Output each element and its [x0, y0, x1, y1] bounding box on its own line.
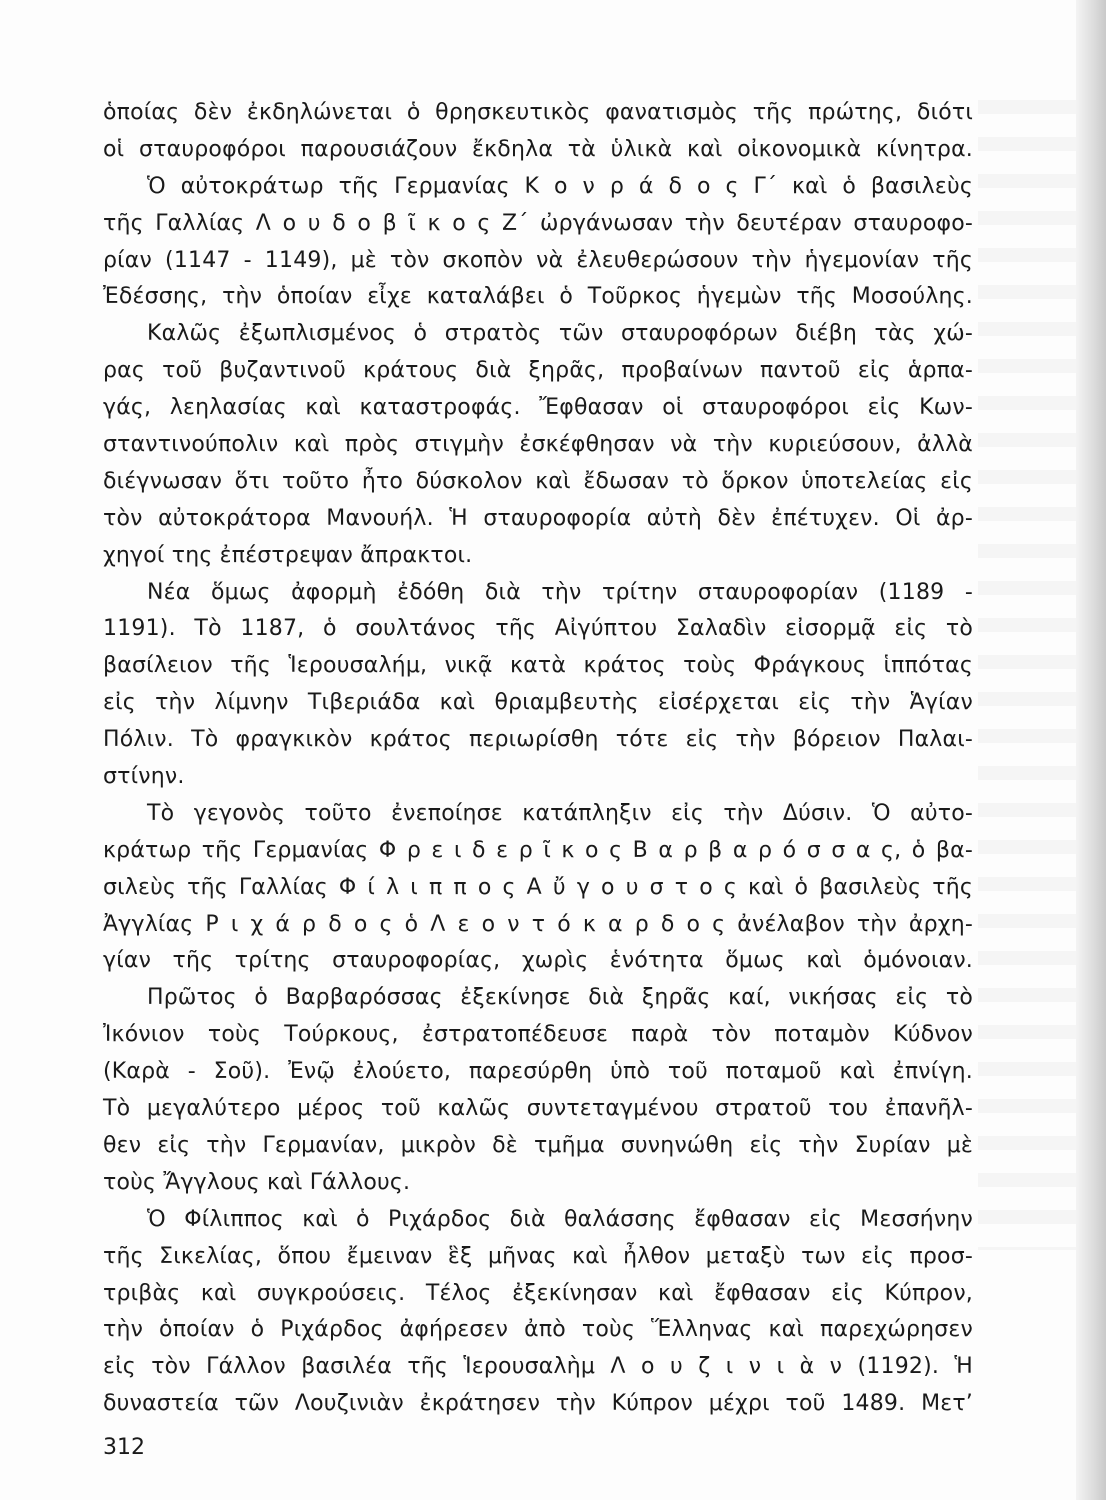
- text-line: Ὁ αὐτοκράτωρ τῆς Γερμανίας Κ ο ν ρ ά δ ο ς Γ΄ καὶ ὁ βασιλεὺς: [147, 173, 973, 199]
- text-line: εἰς τὸν Γάλλον βασιλέα τῆς Ἱερουσαλὴμ Λ ο υ ζ ι ν ι ὰ ν (1192). Ἡ: [103, 1354, 973, 1380]
- text-line: 1191). Τὸ 1187, ὁ σουλτάνος τῆς Αἰγύπτου Σαλαδὶν εἰσορμᾷ εἰς τὸ: [103, 616, 973, 642]
- text-line: σιλεὺς τῆς Γαλλίας Φ ί λ ι π π ο ς Α ὔ γ ο υ σ τ ο ς καὶ ὁ βασιλεὺς τῆς: [103, 874, 973, 900]
- body-text: [103, 95, 973, 1423]
- paragraph-1: [103, 95, 973, 169]
- text-line: κράτωρ τῆς Γερμανίας Φ ρ ε ι δ ε ρ ῖ κ ο ς Β α ρ β α ρ ό σ σ α ς, ὁ βα-: [103, 837, 973, 863]
- text-line: Ὁ Φίλιππος καὶ ὁ Ριχάρδος διὰ θαλάσσης ἔφθασαν εἰς Μεσσήνην: [147, 1206, 973, 1232]
- text-line: τριβὰς καὶ συγκρούσεις. Τέλος ἐξεκίνησαν καὶ ἔφθασαν εἰς Κύπρον,: [103, 1280, 973, 1306]
- text-line: τῆς Σικελίας, ὅπου ἔμειναν ἓξ μῆνας καὶ ἦλθον μεταξὺ των εἰς προσ-: [103, 1243, 973, 1269]
- text-line: Πόλιν. Τὸ φραγκικὸν κράτος περιωρίσθη τότε εἰς τὴν βόρειον Παλαι-: [103, 727, 973, 753]
- text-line: ρίαν (1147 - 1149), μὲ τὸν σκοπὸν νὰ ἐλευθερώσουν τὴν ἡγεμονίαν τῆς: [103, 247, 973, 273]
- show-through-text: [978, 100, 1088, 1250]
- text-line: εἰς τὴν λίμνην Τιβεριάδα καὶ θριαμβευτὴς εἰσέρχεται εἰς τὴν Ἁγίαν: [103, 690, 973, 716]
- text-line: θεν εἰς τὴν Γερμανίαν, μικρὸν δὲ τμῆμα συνηνώθη εἰς τὴν Συρίαν μὲ: [103, 1132, 973, 1158]
- text-line: δυναστεία τῶν Λουζινιὰν ἐκράτησεν τὴν Κύπρον μέχρι τοῦ 1489. Μετ’: [103, 1391, 973, 1417]
- text-line: Καλῶς ἐξωπλισμένος ὁ στρατὸς τῶν σταυροφόρων διέβη τὰς χώ-: [147, 321, 973, 347]
- text-line: Τὸ γεγονὸς τοῦτο ἐνεποίησε κατάπληξιν εἰς τὴν Δύσιν. Ὁ αὐτο-: [147, 800, 973, 826]
- text-line: Πρῶτος ὁ Βαρβαρόσσας ἐξεκίνησε διὰ ξηρᾶς καί, νικήσας εἰς τὸ: [147, 985, 973, 1011]
- text-line: οἱ σταυροφόροι παρουσιάζουν ἔκδηλα τὰ ὑλικὰ καὶ οἰκονομικὰ κίνητρα.: [103, 136, 973, 162]
- text-line: γίαν τῆς τρίτης σταυροφορίας, χωρὶς ἑνότητα ὅμως καὶ ὁμόνοιαν.: [103, 948, 973, 974]
- paragraph-7: [103, 1202, 973, 1423]
- text-line: Ἀγγλίας Ρ ι χ ά ρ δ ο ς ὁ Λ ε ο ν τ ό κ α ρ δ ο ς ἀνέλαβον τὴν ἀρχη-: [103, 911, 973, 937]
- text-line: Νέα ὅμως ἀφορμὴ ἐδόθη διὰ τὴν τρίτην σταυροφορίαν (1189 -: [147, 579, 973, 605]
- text-line: βασίλειον τῆς Ἱερουσαλήμ, νικᾷ κατὰ κράτος τοὺς Φράγκους ἱππότας: [103, 653, 973, 679]
- paragraph-5: [103, 796, 973, 980]
- text-line: τὴν ὁποίαν ὁ Ριχάρδος ἀφήρεσεν ἀπὸ τοὺς Ἕλληνας καὶ παρεχώρησεν: [103, 1317, 973, 1343]
- text-line: χηγοί της ἐπέστρεψαν ἄπρακτοι.: [103, 542, 473, 568]
- paragraph-2: [103, 169, 973, 317]
- text-line: διέγνωσαν ὅτι τοῦτο ἦτο δύσκολον καὶ ἔδωσαν τὸ ὅρκον ὑποτελείας εἰς: [103, 468, 973, 494]
- text-line: σταντινούπολιν καὶ πρὸς στιγμὴν ἐσκέφθησαν νὰ τὴν κυριεύσουν, ἀλλὰ: [103, 432, 973, 458]
- text-line: τοὺς Ἄγγλους καὶ Γάλλους.: [103, 1169, 411, 1195]
- paragraph-4: [103, 575, 973, 796]
- text-line: Ἐδέσσης, τὴν ὁποίαν εἶχε καταλάβει ὁ Τοῦρκος ἡγεμὼν τῆς Μοσούλης.: [103, 284, 973, 310]
- text-line: Τὸ μεγαλύτερο μέρος τοῦ καλῶς συντεταγμένου στρατοῦ του ἐπανῆλ-: [103, 1096, 973, 1122]
- text-line: ὁποίας δὲν ἐκδηλώνεται ὁ θρησκευτικὸς φανατισμὸς τῆς πρώτης, διότι: [103, 100, 973, 125]
- page-binding-edge: [1076, 0, 1106, 1500]
- text-line: (Καρὰ - Σοῦ). Ἐνῷ ἐλούετο, παρεσύρθη ὑπὸ τοῦ ποταμοῦ καὶ ἐπνίγη.: [103, 1059, 973, 1085]
- text-line: ρας τοῦ βυζαντινοῦ κράτους διὰ ξηρᾶς, προβαίνων παντοῦ εἰς ἁρπα-: [103, 358, 973, 384]
- paragraph-3: [103, 316, 973, 574]
- paragraph-6: [103, 980, 973, 1201]
- text-line: Ἰκόνιον τοὺς Τούρκους, ἐστρατοπέδευσε παρὰ τὸν ποταμὸν Κύδνον: [103, 1022, 973, 1048]
- text-line: γάς, λεηλασίας καὶ καταστροφάς. Ἔφθασαν οἱ σταυροφόροι εἰς Κων-: [103, 395, 973, 421]
- text-line: τῆς Γαλλίας Λ ο υ δ ο β ῖ κ ο ς Ζ΄ ὠργάνωσαν τὴν δευτέραν σταυροφο-: [103, 210, 973, 236]
- page-number: 312: [103, 1435, 145, 1460]
- text-line: στίνην.: [103, 764, 185, 790]
- text-line: τὸν αὐτοκράτορα Μανουήλ. Ἡ σταυροφορία αὐτὴ δὲν ἐπέτυχεν. Οἱ ἀρ-: [103, 505, 973, 531]
